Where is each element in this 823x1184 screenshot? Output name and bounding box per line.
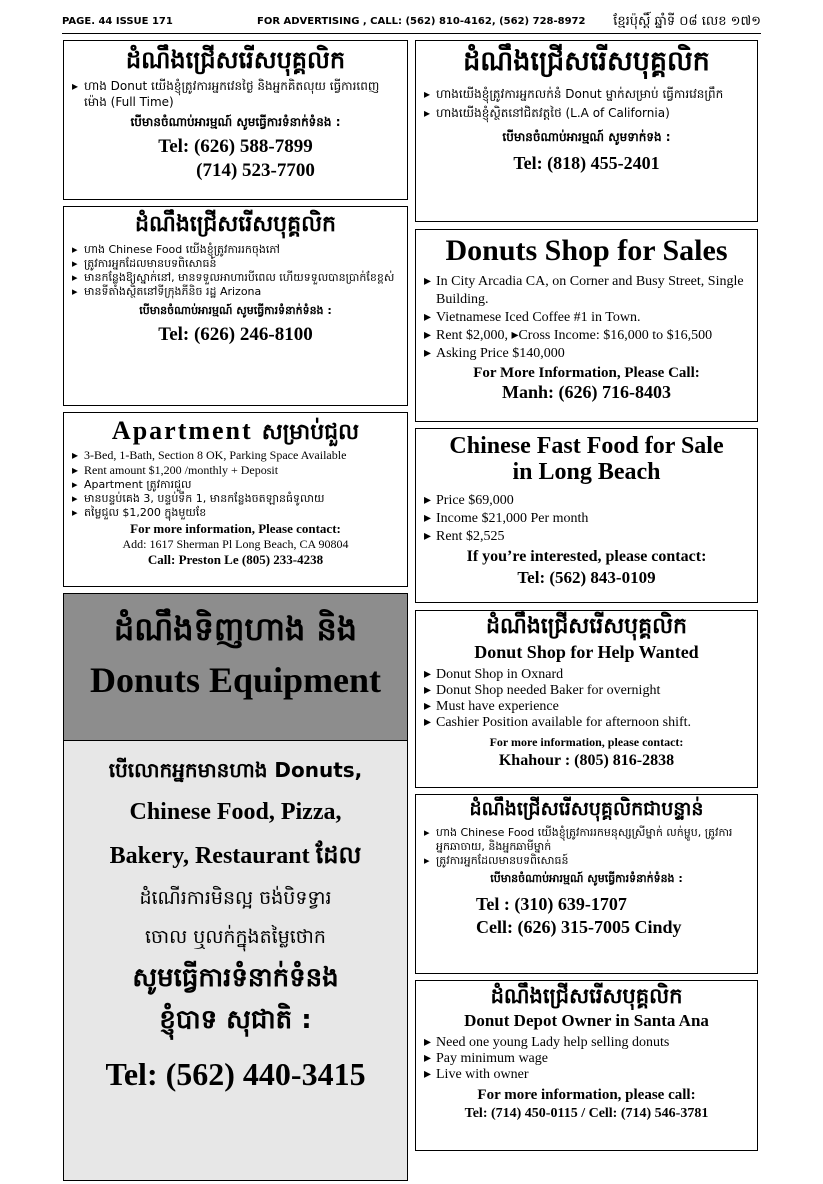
contact-note: បើមានចំណាប់អារម្មណ៍ សូមទាក់ទង :: [502, 130, 671, 145]
phone: Tel: (562) 440-3415: [105, 1055, 366, 1092]
info-line: For More Information, Please Call:: [473, 364, 700, 381]
info-line: For more information, please call:: [477, 1087, 696, 1104]
ad-line: ▸ មានកន្លែងឱ្យស្នាក់នៅ, មានទទួលអាហារបីពេល ហើយទទួលបានប្រាក់ខែខ្ពស់: [72, 271, 399, 285]
ad-title: ដំណឹងជ្រើសរើសបុគ្គលិក: [486, 614, 687, 639]
ad-line: ▸ Vietnamese Iced Coffee #1 in Town.: [424, 309, 749, 327]
body-line: ដំណើរការមិនល្អ ចង់បិទទ្វារ: [139, 886, 332, 909]
ad-title-khmer: ដំណឹងទិញហាង និង: [113, 610, 358, 648]
ad-line: ▸ Donut Shop in Oxnard: [424, 667, 749, 683]
body-line: សូមធ្វើការទំនាក់ទំនង: [132, 962, 339, 993]
ad-line: ▸ ត្រូវការអ្នកដែលមានបទពិសោធន៍: [424, 854, 749, 868]
ad-line: ▸ ហាងយើងខ្ញុំត្រូវការអ្នកលក់នំ Donut ម្នាក់សម្រាប់ ធ្វើការវេនព្រឹក: [424, 87, 749, 102]
page-header: [62, 12, 761, 34]
title-en: Apartment: [111, 416, 253, 445]
ad-donut-depot: [415, 980, 758, 1151]
info-line: For more information, please contact:: [489, 735, 684, 750]
advertising-line: FOR ADVERTISING , CALL: (562) 810-4162, (562) 728-8972: [257, 16, 586, 27]
body-line: បើលោកអ្នកមានហាង Donuts,: [108, 758, 363, 782]
ad-line: ▸ Rent $2,000, ▸Cross Income: $16,000 to $16,500: [424, 327, 749, 345]
ad-donut-help-wanted: [415, 610, 758, 788]
ad-title: ដំណឹងជ្រើសរើសបុគ្គលិក: [125, 46, 346, 74]
phone: (714) 523-7700: [196, 160, 315, 182]
khmer-issue: ខ្មែរប៉ុស្តិ៍ ឆ្នាំទី ០៨ លេខ ១៧១: [613, 14, 761, 29]
ad-title: Chinese Fast Food for Sale: [449, 433, 724, 459]
ad-title: Donuts Shop for Sales: [445, 234, 728, 267]
ad-line: ▸ Cashier Position available for afternoon shift.: [424, 715, 749, 731]
ad-donut-morning: [415, 40, 758, 222]
address: Add: 1617 Sherman Pl Long Beach, CA 90804: [122, 536, 349, 551]
ad-chinese-cook: [63, 206, 408, 406]
ad-line: ▸ ហាង Donut យើងខ្ញុំត្រូវការអ្នកវេនថ្ងៃ និងអ្នកគិតលុយ ធ្វើការពេញម៉ោង (Full Time): [72, 79, 399, 110]
info-line: If you’re interested, please contact:: [466, 547, 707, 565]
phone: Khahour : (805) 816-2838: [498, 752, 675, 770]
body-line: ខ្ញុំបាទ សុជាតិ :: [159, 1005, 312, 1036]
equipment-header: [64, 594, 407, 741]
ad-title: [72, 417, 399, 446]
ad-donuts-equipment: [63, 593, 408, 1181]
ad-chinese-urgent: [415, 794, 758, 974]
ad-donuts-shop-sale: [415, 229, 758, 422]
ad-line: ▸ Live with owner: [424, 1067, 749, 1083]
phone: Tel : (310) 639-1707: [476, 894, 627, 915]
ad-line: ▸ ហាង Chinese Food យើងខ្ញុំត្រូវការរកចុងភៅ: [72, 243, 399, 257]
body-line: ចោល ឬលក់ក្នុងតម្លៃថោក: [145, 925, 326, 948]
ad-line: ▸ Rent $2,525: [424, 528, 749, 546]
ad-subtitle: Donut Depot Owner in Santa Ana: [464, 1011, 709, 1031]
ad-line: ▸ មានបន្ទប់គេង 3, បន្ទប់ទឹក 1, មានកន្លែងចតឡានធំទូលាយ: [72, 492, 399, 506]
phone: Tel: (818) 455-2401: [513, 153, 660, 174]
ad-line: ▸ Apartment ត្រូវការជួល: [72, 478, 399, 492]
ad-line: ▸ Rent amount $1,200 /monthly + Deposit: [72, 463, 399, 478]
body-line: Chinese Food, Pizza,: [129, 799, 342, 825]
ad-line: ▸ Must have experience: [424, 699, 749, 715]
info-line: For more information, Please contact:: [130, 520, 341, 536]
ad-line: ▸ Income $21,000 Per month: [424, 510, 749, 528]
title-khmer: សម្រាប់ជួល: [261, 420, 360, 445]
ad-title: ដំណឹងជ្រើសរើសបុគ្គលិក: [463, 46, 710, 77]
contact-note: បើមានចំណាប់អារម្មណ៍ សូមធ្វើការទំនាក់ទំនង :: [490, 872, 683, 886]
page-issue: PAGE. 44 ISSUE 171: [62, 16, 173, 27]
ad-line: ▸ Donut Shop needed Baker for overnight: [424, 683, 749, 699]
ad-line: ▸ Pay minimum wage: [424, 1051, 749, 1067]
ad-line: ▸ In City Arcadia CA, on Corner and Busy Street, Single Building.: [424, 273, 749, 309]
ad-title: ដំណឹងជ្រើសរើសបុគ្គលិក: [135, 212, 336, 237]
ad-line: ▸ តម្លៃជួល $1,200 ក្នុងមួយខែ: [72, 506, 399, 520]
ad-line: ▸ ហាង Chinese Food យើងខ្ញុំត្រូវការរកមនុស្សស្រីម្នាក់ លក់ម្ហូប, ត្រូវការអ្នកឆាចាយ, និងអ្នកឆាមីម្នាក់: [424, 826, 749, 854]
ad-line: ▸ ត្រូវការអ្នកដែលមានបទពិសោធន៍: [72, 257, 399, 271]
ad-title-2: in Long Beach: [512, 459, 661, 486]
ad-title: ដំណឹងជ្រើសរើសបុគ្គលិក: [490, 984, 683, 1008]
ad-line: ▸ Asking Price $140,000: [424, 345, 749, 363]
contact-note: បើមានចំណាប់អារម្មណ៍ សូមធ្វើការទំនាក់ទំនង :: [130, 115, 341, 130]
ad-line: ▸ មានទីតាំងស្ថិតនៅទីក្រុងភីនិច រដ្ឋ Arizona: [72, 285, 399, 299]
ad-subtitle: Donut Shop for Help Wanted: [474, 642, 699, 663]
phone: Tel: (626) 246-8100: [158, 323, 313, 345]
phone: Tel: (626) 588-7899: [158, 136, 313, 158]
ad-apartment: [63, 412, 408, 587]
ad-title: ដំណឹងជ្រើសរើសបុគ្គលិកជាបន្ទាន់: [469, 798, 704, 820]
ad-title-en: Donuts Equipment: [89, 660, 382, 701]
phone: Tel: (562) 843-0109: [517, 567, 656, 587]
ad-donut-fulltime: [63, 40, 408, 200]
phone: Manh: (626) 716-8403: [502, 381, 671, 402]
contact-note: បើមានចំណាប់អារម្មណ៍ សូមធ្វើការទំនាក់ទំនង :: [139, 303, 332, 317]
ad-line: ▸ ហាងយើងខ្ញុំស្ថិតនៅជិតវត្តថៃ (L.A of California): [424, 106, 749, 121]
phone: Cell: (626) 315-7005 Cindy: [476, 917, 682, 938]
ad-chinese-fastfood-sale: [415, 428, 758, 603]
ad-line: ▸ Need one young Lady help selling donuts: [424, 1035, 749, 1051]
ad-line: ▸ Price $69,000: [424, 492, 749, 510]
phone: Tel: (714) 450-0115 / Cell: (714) 546-3781: [464, 1106, 709, 1122]
ad-line: ▸ 3-Bed, 1-Bath, Section 8 OK, Parking Space Available: [72, 448, 399, 463]
call-line: Call: Preston Le (805) 233-4238: [147, 551, 324, 567]
body-line: Bakery, Restaurant ដែល: [109, 843, 362, 870]
